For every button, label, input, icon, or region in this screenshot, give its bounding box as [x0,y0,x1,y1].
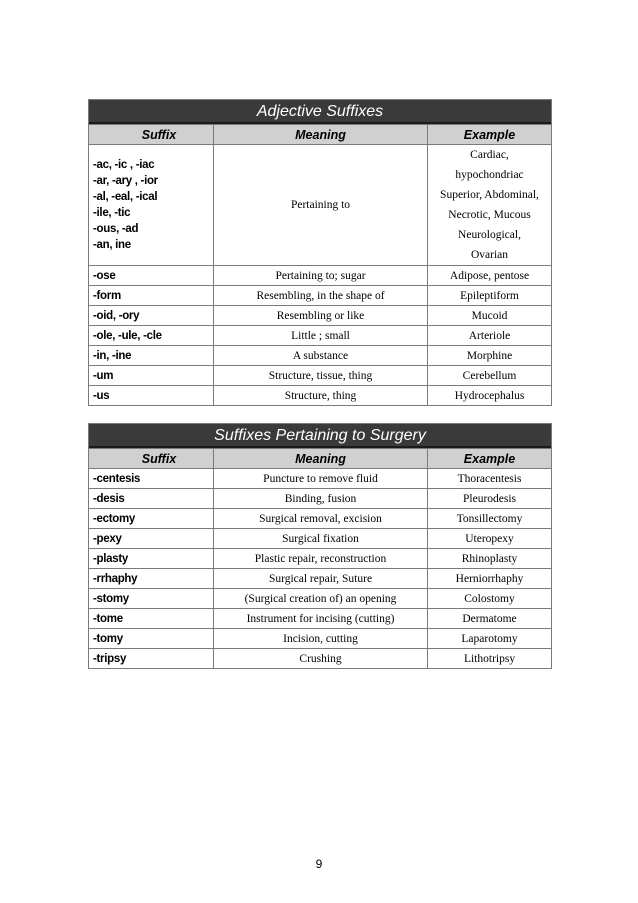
meaning-cell: Structure, thing [214,386,428,406]
suffix-cell: -rrhaphy [89,569,214,589]
suffix-cell: -tripsy [89,649,214,669]
example-cell: Herniorrhaphy [428,569,552,589]
table-row [89,386,552,406]
table-row [89,589,552,609]
example-cell: Mucoid [428,306,552,326]
example-cell: Pleurodesis [428,489,552,509]
meaning-cell: A substance [214,346,428,366]
meaning-cell: Little ; small [214,326,428,346]
suffix-cell: -form [89,286,214,306]
suffix-cell: -stomy [89,589,214,609]
table-row [89,649,552,669]
suffix-cell: -pexy [89,529,214,549]
suffix-cell: -centesis [89,469,214,489]
meaning-cell: Pertaining to [214,145,428,266]
table-row [89,609,552,629]
example-cell: Hydrocephalus [428,386,552,406]
table-row [89,346,552,366]
suffix-cell: -plasty [89,549,214,569]
table-row [89,489,552,509]
example-cell: Laparotomy [428,629,552,649]
meaning-cell: Structure, tissue, thing [214,366,428,386]
meaning-cell: Surgical repair, Suture [214,569,428,589]
table-row [89,569,552,589]
table-row [89,286,552,306]
surgery-suffixes-table [88,423,552,669]
table-row [89,529,552,549]
table-row [89,549,552,569]
example-cell: Cardiac, hypochondriac Superior, Abdominal, Necrotic, Mucous Neurological, Ovarian [428,145,552,266]
suffix-cell: -in, -ine [89,346,214,366]
page-number: 9 [315,857,323,871]
suffix-cell: -um [89,366,214,386]
table-title: Suffixes Pertaining to Surgery [89,424,552,449]
example-cell: Arteriole [428,326,552,346]
meaning-cell: Pertaining to; sugar [214,266,428,286]
example-cell: Uteropexy [428,529,552,549]
meaning-cell: Resembling or like [214,306,428,326]
suffix-cell: -ole, -ule, -cle [89,326,214,346]
suffix-cell: -ose [89,266,214,286]
example-cell: Epileptiform [428,286,552,306]
meaning-cell: Puncture to remove fluid [214,469,428,489]
example-cell: Adipose, pentose [428,266,552,286]
table-row [89,509,552,529]
suffix-cell: -oid, -ory [89,306,214,326]
meaning-cell: Crushing [214,649,428,669]
table-row [89,629,552,649]
suffix-cell: -ac, -ic , -iac -ar, -ary , -ior -al, -eal, -ical -ile, -tic -ous, -ad -an, ine [89,145,214,266]
example-cell: Morphine [428,346,552,366]
suffix-cell: -us [89,386,214,406]
meaning-cell: Binding, fusion [214,489,428,509]
table-row [89,306,552,326]
example-cell: Rhinoplasty [428,549,552,569]
suffix-cell: -ectomy [89,509,214,529]
table-row [89,326,552,346]
meaning-cell: Incision, cutting [214,629,428,649]
suffix-cell: -tomy [89,629,214,649]
example-cell: Dermatome [428,609,552,629]
suffix-cell: -desis [89,489,214,509]
table-row [89,469,552,489]
column-header-meaning: Meaning [214,449,428,469]
example-cell: Tonsillectomy [428,509,552,529]
meaning-cell: Surgical removal, excision [214,509,428,529]
table-row [89,366,552,386]
table-title: Adjective Suffixes [89,100,552,125]
adjective-suffixes-table [88,99,552,406]
meaning-cell: Instrument for incising (cutting) [214,609,428,629]
example-cell: Cerebellum [428,366,552,386]
suffix-cell: -tome [89,609,214,629]
example-cell: Lithotripsy [428,649,552,669]
example-cell: Colostomy [428,589,552,609]
meaning-cell: (Surgical creation of) an opening [214,589,428,609]
column-header-suffix: Suffix [89,449,214,469]
table-row [89,145,552,266]
meaning-cell: Surgical fixation [214,529,428,549]
column-header-example: Example [428,449,552,469]
column-header-suffix: Suffix [89,125,214,145]
meaning-cell: Plastic repair, reconstruction [214,549,428,569]
column-header-example: Example [428,125,552,145]
meaning-cell: Resembling, in the shape of [214,286,428,306]
example-cell: Thoracentesis [428,469,552,489]
table-row [89,266,552,286]
column-header-meaning: Meaning [214,125,428,145]
